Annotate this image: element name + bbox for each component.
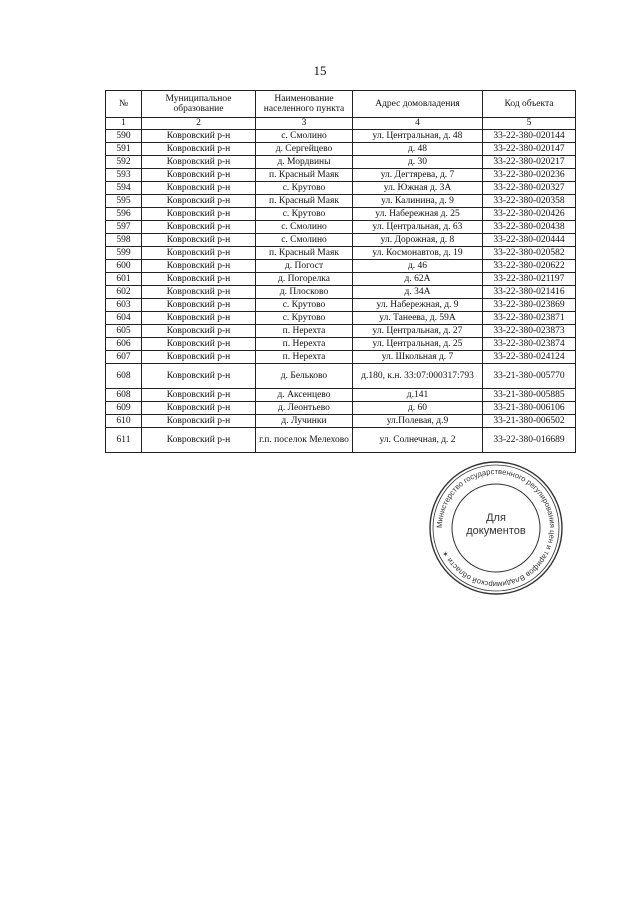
municipality-cell: Ковровский р-н (142, 325, 256, 338)
object-code-cell: 33-22-380-016689 (483, 428, 576, 453)
table-row (106, 364, 576, 389)
official-stamp (428, 460, 564, 596)
municipality-cell: Ковровский р-н (142, 428, 256, 453)
row-number-cell: 592 (106, 156, 142, 169)
header-municipality: Муниципальное образование (142, 91, 256, 118)
municipality-cell: Ковровский р-н (142, 351, 256, 364)
table-body (106, 130, 576, 453)
index-cell: 5 (483, 118, 576, 130)
stamp-ring-text: Министерство государственного регулирования цен и тарифов Владимирской области ✶ (434, 466, 558, 590)
address-cell: ул. Солнечная, д. 2 (353, 428, 483, 453)
locality-cell: с. Крутово (256, 182, 353, 195)
locality-cell: д. Погост (256, 260, 353, 273)
row-number-cell: 593 (106, 169, 142, 182)
row-number-cell: 607 (106, 351, 142, 364)
table-row (106, 221, 576, 234)
address-cell: д.180, к.н. 33:07:000317:793 (353, 364, 483, 389)
object-code-cell: 33-22-380-020444 (483, 234, 576, 247)
locality-cell: п. Нерехта (256, 325, 353, 338)
row-number-cell: 603 (106, 299, 142, 312)
municipality-cell: Ковровский р-н (142, 299, 256, 312)
locality-cell: д. Лучинки (256, 415, 353, 428)
row-number-cell: 594 (106, 182, 142, 195)
address-cell: ул. Дорожная, д. 8 (353, 234, 483, 247)
object-code-cell: 33-21-380-006502 (483, 415, 576, 428)
row-number-cell: 608 (106, 364, 142, 389)
address-cell: ул. Калинина, д. 9 (353, 195, 483, 208)
object-code-cell: 33-22-380-023871 (483, 312, 576, 325)
address-cell: д. 46 (353, 260, 483, 273)
object-code-cell: 33-22-380-020144 (483, 130, 576, 143)
address-cell: ул. Южная д. 3А (353, 182, 483, 195)
locality-cell: д. Аксенцево (256, 389, 353, 402)
table-row (106, 415, 576, 428)
municipality-cell: Ковровский р-н (142, 273, 256, 286)
object-code-cell: 33-22-380-020622 (483, 260, 576, 273)
table-row (106, 286, 576, 299)
table-row (106, 260, 576, 273)
registry-table (105, 90, 576, 453)
locality-cell: д. Леонтьево (256, 402, 353, 415)
row-number-cell: 599 (106, 247, 142, 260)
index-cell: 1 (106, 118, 142, 130)
object-code-cell: 33-22-380-020327 (483, 182, 576, 195)
address-cell: ул. Школьная д. 7 (353, 351, 483, 364)
table-row (106, 143, 576, 156)
table-index-row (106, 118, 576, 130)
row-number-cell: 611 (106, 428, 142, 453)
locality-cell: с. Смолино (256, 234, 353, 247)
table-row (106, 169, 576, 182)
locality-cell: с. Смолино (256, 130, 353, 143)
table-row (106, 325, 576, 338)
locality-cell: д. Погорелка (256, 273, 353, 286)
page-number: 15 (313, 63, 327, 78)
municipality-cell: Ковровский р-н (142, 234, 256, 247)
row-number-cell: 600 (106, 260, 142, 273)
address-cell: д. 48 (353, 143, 483, 156)
municipality-cell: Ковровский р-н (142, 182, 256, 195)
row-number-cell: 602 (106, 286, 142, 299)
municipality-cell: Ковровский р-н (142, 208, 256, 221)
address-cell: ул. Космонавтов, д. 19 (353, 247, 483, 260)
table-row (106, 156, 576, 169)
stamp-line: Для (486, 512, 506, 524)
address-cell: ул. Танеева, д. 59А (353, 312, 483, 325)
locality-cell: д. Сергейцево (256, 143, 353, 156)
locality-cell: п. Нерехта (256, 351, 353, 364)
object-code-cell: 33-22-380-023869 (483, 299, 576, 312)
object-code-cell: 33-22-380-021197 (483, 273, 576, 286)
municipality-cell: Ковровский р-н (142, 364, 256, 389)
municipality-cell: Ковровский р-н (142, 415, 256, 428)
index-cell: 4 (353, 118, 483, 130)
municipality-cell: Ковровский р-н (142, 338, 256, 351)
object-code-cell: 33-22-380-023873 (483, 325, 576, 338)
header-number: № (106, 91, 142, 118)
locality-cell: п. Красный Маяк (256, 195, 353, 208)
locality-cell: п. Нерехта (256, 338, 353, 351)
table-row (106, 234, 576, 247)
object-code-cell: 33-22-380-020236 (483, 169, 576, 182)
address-cell: ул. Набережная, д. 9 (353, 299, 483, 312)
address-cell: ул. Центральная, д. 27 (353, 325, 483, 338)
row-number-cell: 591 (106, 143, 142, 156)
table-header-row (106, 91, 576, 118)
object-code-cell: 33-22-380-020217 (483, 156, 576, 169)
address-cell: д. 34А (353, 286, 483, 299)
table-row (106, 338, 576, 351)
municipality-cell: Ковровский р-н (142, 247, 256, 260)
row-number-cell: 598 (106, 234, 142, 247)
object-code-cell: 33-22-380-020438 (483, 221, 576, 234)
row-number-cell: 595 (106, 195, 142, 208)
object-code-cell: 33-22-380-020582 (483, 247, 576, 260)
row-number-cell: 597 (106, 221, 142, 234)
row-number-cell: 609 (106, 402, 142, 415)
table-row (106, 273, 576, 286)
municipality-cell: Ковровский р-н (142, 169, 256, 182)
address-cell: ул. Дегтярева, д. 7 (353, 169, 483, 182)
address-cell: д. 30 (353, 156, 483, 169)
header-locality: Наименование населенного пункта (256, 91, 353, 118)
row-number-cell: 590 (106, 130, 142, 143)
municipality-cell: Ковровский р-н (142, 143, 256, 156)
object-code-cell: 33-22-380-020426 (483, 208, 576, 221)
address-cell: ул.Полевая, д.9 (353, 415, 483, 428)
municipality-cell: Ковровский р-н (142, 195, 256, 208)
object-code-cell: 33-22-380-020358 (483, 195, 576, 208)
address-cell: ул. Центральная, д. 25 (353, 338, 483, 351)
table-row (106, 299, 576, 312)
row-number-cell: 608 (106, 389, 142, 402)
table-row (106, 247, 576, 260)
municipality-cell: Ковровский р-н (142, 286, 256, 299)
row-number-cell: 605 (106, 325, 142, 338)
row-number-cell: 596 (106, 208, 142, 221)
address-cell: д.141 (353, 389, 483, 402)
header-address: Адрес домовладения (353, 91, 483, 118)
row-number-cell: 604 (106, 312, 142, 325)
table-row (106, 312, 576, 325)
locality-cell: с. Крутово (256, 312, 353, 325)
table-row (106, 428, 576, 453)
table-row (106, 389, 576, 402)
locality-cell: г.п. поселок Мелехово (256, 428, 353, 453)
object-code-cell: 33-22-380-020147 (483, 143, 576, 156)
table-row (106, 402, 576, 415)
address-cell: д. 60 (353, 402, 483, 415)
address-cell: ул. Набережная д. 25 (353, 208, 483, 221)
row-number-cell: 606 (106, 338, 142, 351)
municipality-cell: Ковровский р-н (142, 130, 256, 143)
row-number-cell: 601 (106, 273, 142, 286)
index-cell: 2 (142, 118, 256, 130)
locality-cell: п. Красный Маяк (256, 169, 353, 182)
locality-cell: с. Смолино (256, 221, 353, 234)
stamp-center-text (428, 512, 564, 538)
table-row (106, 130, 576, 143)
municipality-cell: Ковровский р-н (142, 312, 256, 325)
object-code-cell: 33-22-380-023874 (483, 338, 576, 351)
index-cell: 3 (256, 118, 353, 130)
object-code-cell: 33-21-380-006106 (483, 402, 576, 415)
locality-cell: д. Плосково (256, 286, 353, 299)
municipality-cell: Ковровский р-н (142, 260, 256, 273)
object-code-cell: 33-21-380-005770 (483, 364, 576, 389)
object-code-cell: 33-22-380-021416 (483, 286, 576, 299)
municipality-cell: Ковровский р-н (142, 156, 256, 169)
locality-cell: с. Крутово (256, 208, 353, 221)
address-cell: ул. Центральная, д. 48 (353, 130, 483, 143)
table-row (106, 182, 576, 195)
object-code-cell: 33-21-380-005885 (483, 389, 576, 402)
stamp-line: документов (466, 525, 526, 537)
table-row (106, 208, 576, 221)
locality-cell: д. Мордвины (256, 156, 353, 169)
locality-cell: п. Красный Маяк (256, 247, 353, 260)
table-row (106, 351, 576, 364)
municipality-cell: Ковровский р-н (142, 221, 256, 234)
row-number-cell: 610 (106, 415, 142, 428)
address-cell: д. 62А (353, 273, 483, 286)
municipality-cell: Ковровский р-н (142, 402, 256, 415)
locality-cell: с. Крутово (256, 299, 353, 312)
object-code-cell: 33-22-380-024124 (483, 351, 576, 364)
table-row (106, 195, 576, 208)
locality-cell: д. Бельково (256, 364, 353, 389)
address-cell: ул. Центральная, д. 63 (353, 221, 483, 234)
header-object-code: Код объекта (483, 91, 576, 118)
municipality-cell: Ковровский р-н (142, 389, 256, 402)
